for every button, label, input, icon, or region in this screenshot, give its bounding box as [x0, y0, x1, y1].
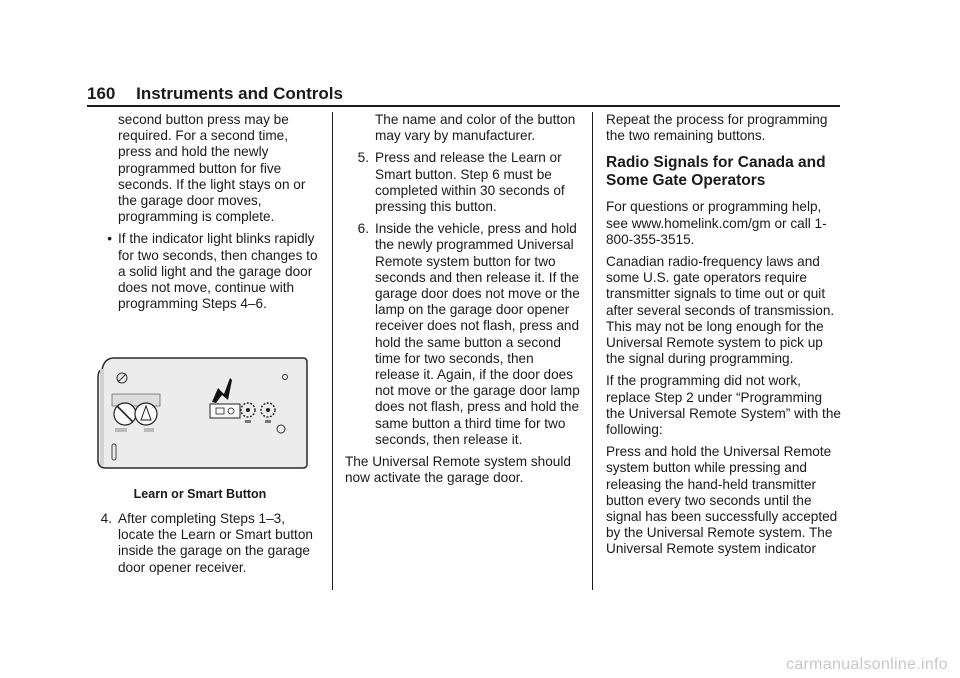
step-6-text: Inside the vehicle, press and hold the newly programmed Universal Remote system button for two seconds and then release it. If the garage door does not move or the lamp on the garage door opener receiver does not flash, press and hold the same button a second time for two seconds, then release it. Again, if the door does not move or the garage door lamp does not flash, press and hold the same button a third time for two seconds, then release it.: [375, 221, 580, 447]
col2-continued-text: The name and color of the button may vary by manufacturer.: [375, 112, 576, 144]
step-6: [345, 221, 581, 448]
column-divider-2: [592, 112, 593, 590]
step-4-text: After completing Steps 1–3, locate the Learn or Smart button inside the garage on the garage door opener receiver.: [118, 511, 313, 575]
col3-paragraph-5: Press and hold the Universal Remote system button while pressing and releasing the hand-held transmitter button every two seconds until the signal has been successfully accepted by the Universal Remote system. The Universal Remote system indicator: [606, 444, 838, 557]
column-2: [345, 112, 581, 486]
step-5-number: 5.: [357, 150, 369, 166]
col3-paragraph-4: If the programming did not work, replace Step 2 under “Programming the Universal Remote System” with the following:: [606, 373, 841, 438]
garage-opener-illustration: [96, 356, 309, 470]
learn-button-figure: [96, 356, 309, 470]
bullet-text: If the indicator light blinks rapidly for two seconds, then changes to a solid light and the garage door does not move, continue with programming Steps 4–6.: [118, 231, 318, 312]
column-divider-1: [332, 112, 333, 590]
column-1: [88, 112, 320, 318]
bullet-item: [88, 231, 320, 312]
step-4: [88, 511, 320, 582]
section-title: Instruments and Controls: [136, 84, 343, 103]
step-4-number: 4.: [100, 511, 112, 526]
step-6-number: 6.: [357, 221, 369, 237]
section-heading: Radio Signals for Canada and Some Gate Operators: [606, 154, 826, 190]
col1-continued-text: second button press may be required. For a second time, press and hold the newly programmed button for five seconds. If the light stays on or the garage door moves, programming is complete.: [118, 112, 306, 225]
bullet-mark: •: [107, 231, 112, 247]
header-rule: [87, 105, 840, 107]
step-5-text: Press and release the Learn or Smart button. Step 6 must be completed within 30 seconds of pressing this button.: [375, 150, 565, 215]
page-number: 160: [87, 84, 116, 103]
page-header: [87, 84, 343, 104]
col3-paragraph-3: Canadian radio-frequency laws and some U.S. gate operators require transmitter signals to time out or quit after several seconds of transmission. This may not be long enough for the Universal Remote system to pick up the signal during programming.: [606, 254, 835, 367]
col3-paragraph-1: Repeat the process for programming the two remaining buttons.: [606, 112, 828, 144]
figure-caption: Learn or Smart Button: [133, 487, 267, 501]
col2-paragraph: The Universal Remote system should now activate the garage door.: [345, 454, 571, 486]
watermark: carmanualsonline.info: [786, 656, 948, 673]
step-5: [345, 150, 581, 215]
column-3: [606, 112, 842, 558]
col3-paragraph-2: For questions or programming help, see www.homelink.com/gm or call 1-800-355-3515.: [606, 199, 827, 247]
